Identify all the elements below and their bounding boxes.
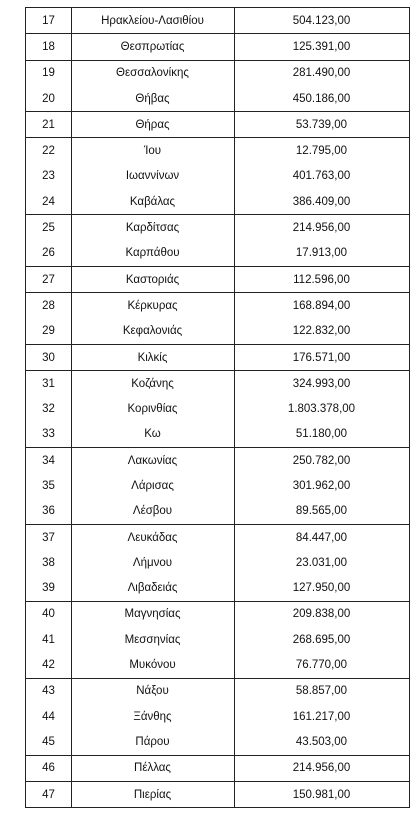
district-name: Νάξου <box>136 685 169 698</box>
table-row <box>26 345 409 370</box>
row-number: 45 <box>42 735 55 748</box>
table-row <box>26 499 409 524</box>
row-number: 36 <box>42 505 55 518</box>
row-number: 44 <box>42 710 55 723</box>
district-name: Ίου <box>143 145 162 158</box>
district-name: Θήβας <box>135 92 170 105</box>
table-row <box>26 704 409 729</box>
row-number: 25 <box>42 222 55 235</box>
row-number: 18 <box>42 40 55 53</box>
table-row <box>26 267 409 292</box>
district-name: Λευκάδας <box>127 531 178 544</box>
row-number: 17 <box>42 14 55 27</box>
table-row <box>26 396 409 421</box>
district-name: Κέρκυρας <box>127 299 178 312</box>
amount: 58.857,00 <box>295 685 348 698</box>
district-name: Λέσβου <box>132 505 173 518</box>
district-name: Θεσπρωτίας <box>120 40 185 53</box>
district-name: Ηρακλείου-Λασιθίου <box>101 14 204 27</box>
amount: 450.186,00 <box>292 92 351 105</box>
row-number: 23 <box>42 170 55 183</box>
table-row <box>26 215 409 240</box>
district-name: Κιλκίς <box>137 351 168 364</box>
district-name: Κεφαλονιάς <box>122 325 183 338</box>
table-row <box>26 525 409 550</box>
table-row <box>26 652 409 677</box>
row-number: 22 <box>42 145 55 158</box>
row-number: 29 <box>42 325 55 338</box>
row-group <box>26 137 409 214</box>
column-divider <box>71 7 72 807</box>
row-number: 19 <box>42 67 55 80</box>
amount: 168.894,00 <box>292 299 351 312</box>
district-name: Καβάλας <box>129 195 176 208</box>
table-row <box>26 112 409 137</box>
row-number: 43 <box>42 685 55 698</box>
row-number: 38 <box>42 556 55 569</box>
amount: 53.739,00 <box>295 118 348 131</box>
row-number: 24 <box>42 195 55 208</box>
table-row <box>26 86 409 111</box>
table-row <box>26 371 409 396</box>
amount: 161.217,00 <box>292 710 351 723</box>
district-name: Μεσσηνίας <box>124 633 181 646</box>
row-number: 28 <box>42 299 55 312</box>
district-name: Κοζάνης <box>131 377 174 390</box>
amount: 122.832,00 <box>292 325 351 338</box>
row-number: 27 <box>42 273 55 286</box>
row-number: 41 <box>42 633 55 646</box>
row-number: 31 <box>42 377 55 390</box>
amount: 324.993,00 <box>292 377 351 390</box>
amount: 214.956,00 <box>292 222 351 235</box>
table-row <box>26 627 409 652</box>
table-row <box>26 473 409 498</box>
table-row <box>26 164 409 189</box>
row-group <box>26 292 409 344</box>
district-name: Πέλλας <box>134 762 171 775</box>
district-name: Καρδίτσας <box>125 222 180 235</box>
district-name: Λακωνίας <box>127 454 178 467</box>
district-name: Λάρισας <box>131 479 174 492</box>
row-group <box>26 266 409 292</box>
table-row <box>26 679 409 704</box>
district-name: Πιερίας <box>133 788 172 801</box>
amount: 504.123,00 <box>292 14 351 27</box>
table-row <box>26 782 409 807</box>
row-number: 34 <box>42 454 55 467</box>
district-name: Ιωαννίνων <box>125 170 180 183</box>
row-group <box>26 7 409 33</box>
amount: 281.490,00 <box>292 67 351 80</box>
district-name: Καρπάθου <box>125 247 180 260</box>
table-row <box>26 576 409 601</box>
amount: 43.503,00 <box>295 735 348 748</box>
amount: 89.565,00 <box>295 505 348 518</box>
table-row <box>26 422 409 447</box>
amount: 268.695,00 <box>292 633 351 646</box>
column-divider <box>234 7 235 807</box>
row-group <box>26 524 409 601</box>
amount: 150.981,00 <box>292 788 351 801</box>
row-number: 40 <box>42 608 55 621</box>
row-number: 26 <box>42 247 55 260</box>
amount: 51.180,00 <box>295 428 348 441</box>
district-name: Πάρου <box>135 735 170 748</box>
table-row <box>26 293 409 318</box>
row-number: 32 <box>42 403 55 416</box>
row-group <box>26 370 409 447</box>
row-group <box>26 60 409 112</box>
row-group <box>26 214 409 266</box>
row-number: 46 <box>42 762 55 775</box>
amount: 1.803.378,00 <box>287 403 356 416</box>
amount: 125.391,00 <box>292 40 351 53</box>
amount: 17.913,00 <box>295 247 348 260</box>
table-row <box>26 756 409 781</box>
amount: 209.838,00 <box>292 608 351 621</box>
row-number: 39 <box>42 582 55 595</box>
table-row <box>26 189 409 214</box>
row-number: 47 <box>42 788 55 801</box>
row-number: 21 <box>42 118 55 131</box>
district-name: Κω <box>144 428 161 441</box>
amount: 84.447,00 <box>295 531 348 544</box>
district-name: Ξάνθης <box>133 710 172 723</box>
district-name: Μαγνησίας <box>124 608 181 621</box>
table-row <box>26 138 409 163</box>
row-group <box>26 755 409 781</box>
row-number: 30 <box>42 351 55 364</box>
district-name: Λιβαδειάς <box>127 582 178 595</box>
table-row <box>26 602 409 627</box>
row-group <box>26 111 409 137</box>
row-number: 37 <box>42 531 55 544</box>
table-row <box>26 729 409 754</box>
table-row <box>26 550 409 575</box>
row-number: 20 <box>42 92 55 105</box>
row-group <box>26 781 409 807</box>
table-row <box>26 319 409 344</box>
row-number: 42 <box>42 659 55 672</box>
table-row <box>26 34 409 59</box>
row-group <box>26 447 409 524</box>
amount: 301.962,00 <box>292 479 351 492</box>
amount: 401.763,00 <box>292 170 351 183</box>
amount: 250.782,00 <box>292 454 351 467</box>
row-number: 33 <box>42 428 55 441</box>
table-row <box>26 448 409 473</box>
amount: 386.409,00 <box>292 195 351 208</box>
amount: 176.571,00 <box>292 351 351 364</box>
amount: 12.795,00 <box>295 145 348 158</box>
row-group <box>26 344 409 370</box>
row-number: 35 <box>42 479 55 492</box>
district-name: Καστοριάς <box>125 273 180 286</box>
amount: 214.956,00 <box>292 762 351 775</box>
row-group <box>26 33 409 59</box>
amount: 76.770,00 <box>295 659 348 672</box>
district-table <box>25 7 410 808</box>
amount: 127.950,00 <box>292 582 351 595</box>
district-name: Κορινθίας <box>127 403 178 416</box>
table-row <box>26 8 409 33</box>
amount: 23.031,00 <box>295 556 348 569</box>
district-name: Θήρας <box>135 118 170 131</box>
table-row <box>26 241 409 266</box>
district-name: Μυκόνου <box>129 659 176 672</box>
amount: 112.596,00 <box>293 273 350 286</box>
district-name: Θεσσαλονίκης <box>116 67 189 80</box>
row-group <box>26 678 409 755</box>
district-name: Λήμνου <box>132 556 173 569</box>
table-row <box>26 61 409 86</box>
row-group <box>26 601 409 678</box>
